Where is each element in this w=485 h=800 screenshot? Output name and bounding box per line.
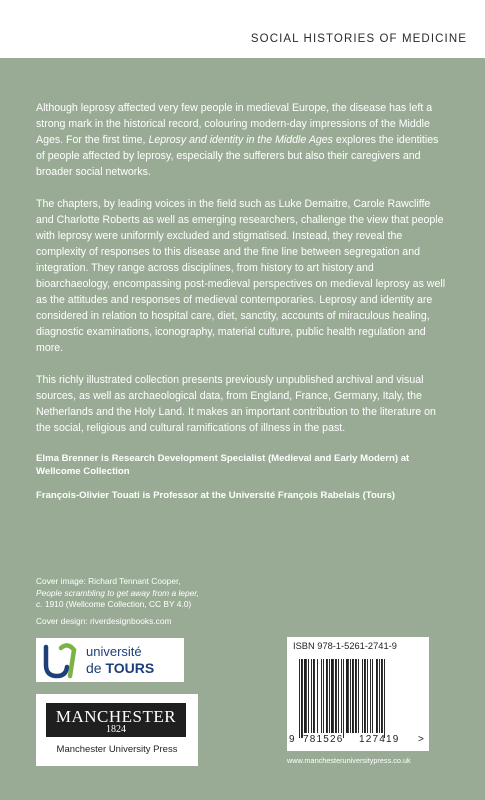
barcode-bar [317, 659, 318, 733]
barcode-bar [367, 659, 368, 733]
barcode-bar [326, 659, 328, 733]
barcode-bar [338, 659, 339, 733]
barcode-bar [321, 659, 322, 733]
tours-word-universite: université [86, 644, 142, 659]
barcode-bar [323, 659, 324, 733]
mup-year: 1824 [106, 724, 126, 735]
header-strip [0, 0, 485, 58]
barcode-bar [343, 659, 344, 738]
barcode-digits-left: 781526 [303, 734, 344, 745]
barcode-bar [311, 659, 312, 733]
credit-line-3: c. 1910 (Wellcome Collection, CC BY 4.0) [36, 599, 192, 609]
universite-de-tours-logo [36, 638, 184, 682]
credit-line-1: Cover image: Richard Tennant Cooper, [36, 576, 181, 586]
series-title: SOCIAL HISTORIES OF MEDICINE [250, 33, 467, 45]
barcode-bar [304, 659, 307, 733]
barcode-bar [308, 659, 309, 733]
isbn-label: ISBN 978-1-5261-2741-9 [293, 641, 397, 651]
blurb-paragraph-3: This richly illustrated collection presents previously unpublished archival and visual sources, as well as archaeological data, from England, France, Germany, Italy, the Netherlands and the Holy Land. It makes an important contribution to the literature on the social, religious and cultural ramifications of illness in the past. [36, 374, 436, 434]
barcode-digit-first: 9 [289, 734, 295, 745]
blurb-paragraph-1: Although leprosy affected very few people in medieval Europe, the disease has left a strong mark in the historical record, colouring modern-day impressions of the Middle Ages. For the first time, Leprosy and identity in the Middle Ages explores the identities of people affected by leprosy, especially the sufferers but also their caregivers and broader social networks. [36, 102, 439, 178]
barcode-bar [379, 659, 380, 733]
cover-design-credit: Cover design: riverdesignbooks.com [36, 615, 172, 626]
isbn-barcode-block [287, 637, 429, 751]
barcode-bar [372, 659, 373, 733]
barcode-bar [331, 659, 334, 733]
barcode-arrow: > [418, 734, 424, 745]
barcode-bar [299, 659, 300, 738]
barcode-bar [335, 659, 337, 733]
barcode-bar [381, 659, 383, 733]
mup-press-name: Manchester University Press [56, 744, 178, 755]
barcode-bar [362, 659, 363, 733]
barcode-bar [370, 659, 371, 733]
barcode-bar [341, 659, 342, 733]
mup-wordmark-box [46, 703, 186, 737]
editor-bio-touati: François-Olivier Touati is Professor at the Université François Rabelais (Tours) [36, 490, 395, 501]
tours-word-de-tours: de TOURS [86, 660, 155, 676]
barcode-bar [301, 659, 303, 738]
manchester-university-press-logo [36, 694, 198, 766]
barcode-bar [384, 659, 385, 738]
mup-wordmark: MANCHESTER [55, 707, 177, 726]
book-title-italic: Leprosy and identity in the Middle Ages [148, 134, 333, 146]
publisher-url: www.manchesteruniversitypress.co.uk [287, 756, 411, 765]
barcode-bar [346, 659, 349, 733]
barcode-digits-right: 127419 [359, 734, 400, 745]
barcode-bar [364, 659, 366, 733]
blurb-text [36, 100, 446, 513]
barcode-bar [358, 659, 359, 733]
barcode-bar [376, 659, 378, 733]
credit-line-2: People scrambling to get away from a leper, [36, 587, 199, 598]
blurb-paragraph-2: The chapters, by leading voices in the field such as Luke Demaitre, Carole Rawcliffe and Charlotte Roberts as well as emerging researchers, challenge the view that people with leprosy were uniformly excluded and stigmatised. Instead, they reveal the complexity of responses to this disease and the fine line between segregation and integration. They range across disciplines, from history to art history and bioarchaeology, encompassing post-medieval perspectives on medieval leprosy as well as the attitudes and responses of medieval contemporaries. Leprosy and identity are considered in relation to hospital care, diet, sanctity, accounts of miraculous healing, diagnostic examinations, iconography, material culture, public health regulation and more. [36, 198, 446, 354]
barcode-bar [329, 659, 330, 733]
barcode-bar [355, 659, 357, 733]
cover-credits [36, 576, 266, 627]
barcode-bar [352, 659, 354, 733]
barcode-bar [350, 659, 351, 733]
barcode-bar [313, 659, 315, 733]
editor-bio-brenner: Elma Brenner is Research Development Specialist (Medieval and Early Modern) at Wellcome Collection [36, 453, 410, 477]
